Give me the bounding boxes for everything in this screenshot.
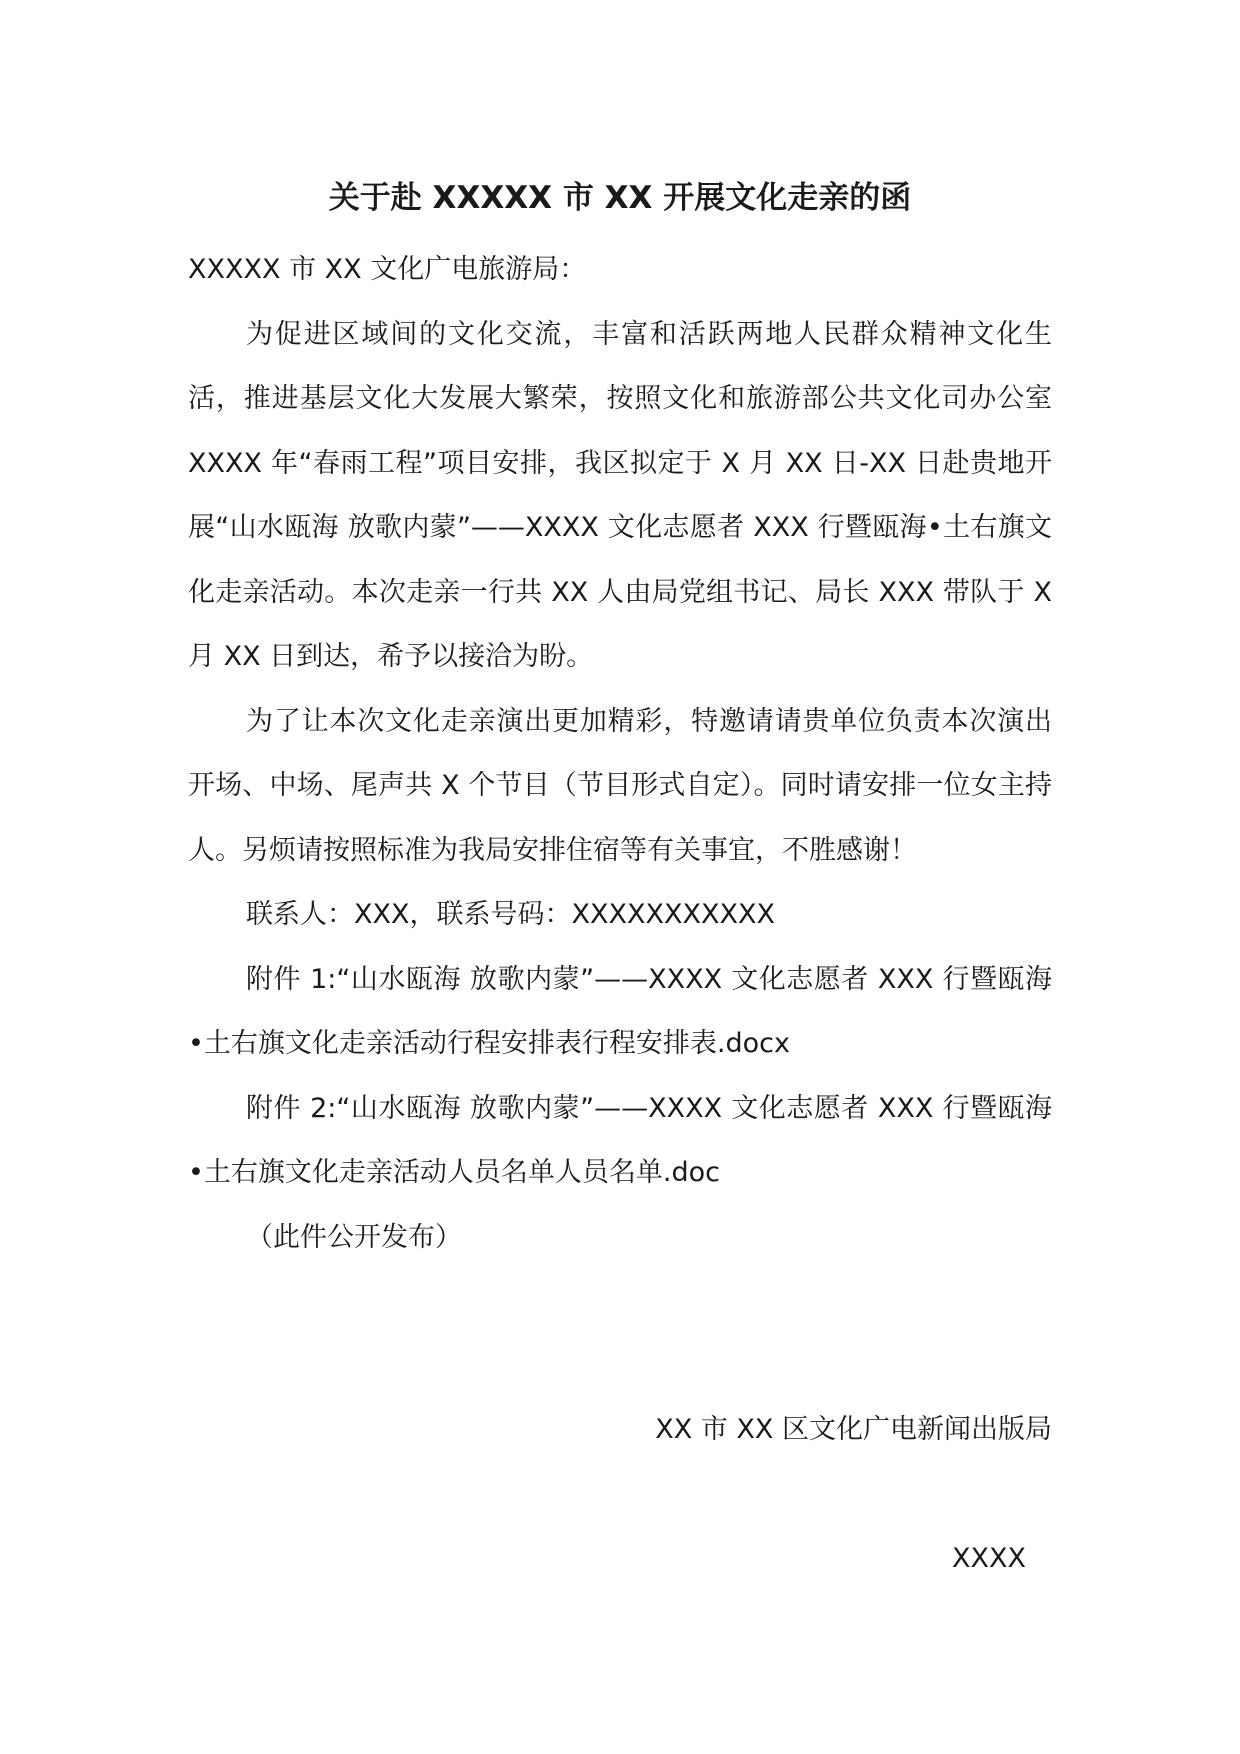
signature-date: XXXX xyxy=(952,1543,1026,1574)
document-title: 关于赴 XXXXX 市 XX 开展文化走亲的函 xyxy=(328,180,912,216)
attachment-1: 附件 1:“山水瓯海 放歌内蒙”——XXXX 文化志愿者 XXX 行暨瓯海•土右旗文化走亲活动行程安排表行程安排表.docx xyxy=(188,963,1052,1059)
signature-organization: XX 市 XX 区文化广电新闻出版局 xyxy=(655,1414,1052,1445)
salutation: XXXXX 市 XX 文化广电旅游局： xyxy=(188,254,587,285)
document-body xyxy=(188,238,1052,1270)
publish-note: （此件公开发布） xyxy=(246,1221,462,1253)
contact-line: 联系人：XXX，联系号码：XXXXXXXXXXX xyxy=(246,899,775,930)
attachment-2: 附件 2:“山水瓯海 放歌内蒙”——XXXX 文化志愿者 XXX 行暨瓯海•土右旗文化走亲活动人员名单人员名单.doc xyxy=(188,1092,1052,1188)
body-paragraph-1: 为促进区域间的文化交流，丰富和活跃两地人民群众精神文化生活，推进基层文化大发展大繁荣，按照文化和旅游部公共文化司办公室 XXXX 年“春雨工程”项目安排，我区拟定于 X 月 XX 日-XX 日赴贵地开展“山水瓯海 放歌内蒙”——XXXX 文化志愿者 XXX 行暨瓯海•土右旗文化走亲活动。本次走亲一行共 XX 人由局党组书记、局长 XXX 带队于 X 月 XX 日到达，希予以接洽为盼。 xyxy=(188,318,1052,672)
body-paragraph-2: 为了让本次文化走亲演出更加精彩，特邀请请贵单位负责本次演出开场、中场、尾声共 X 个节目（节目形式自定）。同时请安排一位女主持人。另烦请按照标准为我局安排住宿等有关事宜，不胜感谢！ xyxy=(188,705,1052,866)
